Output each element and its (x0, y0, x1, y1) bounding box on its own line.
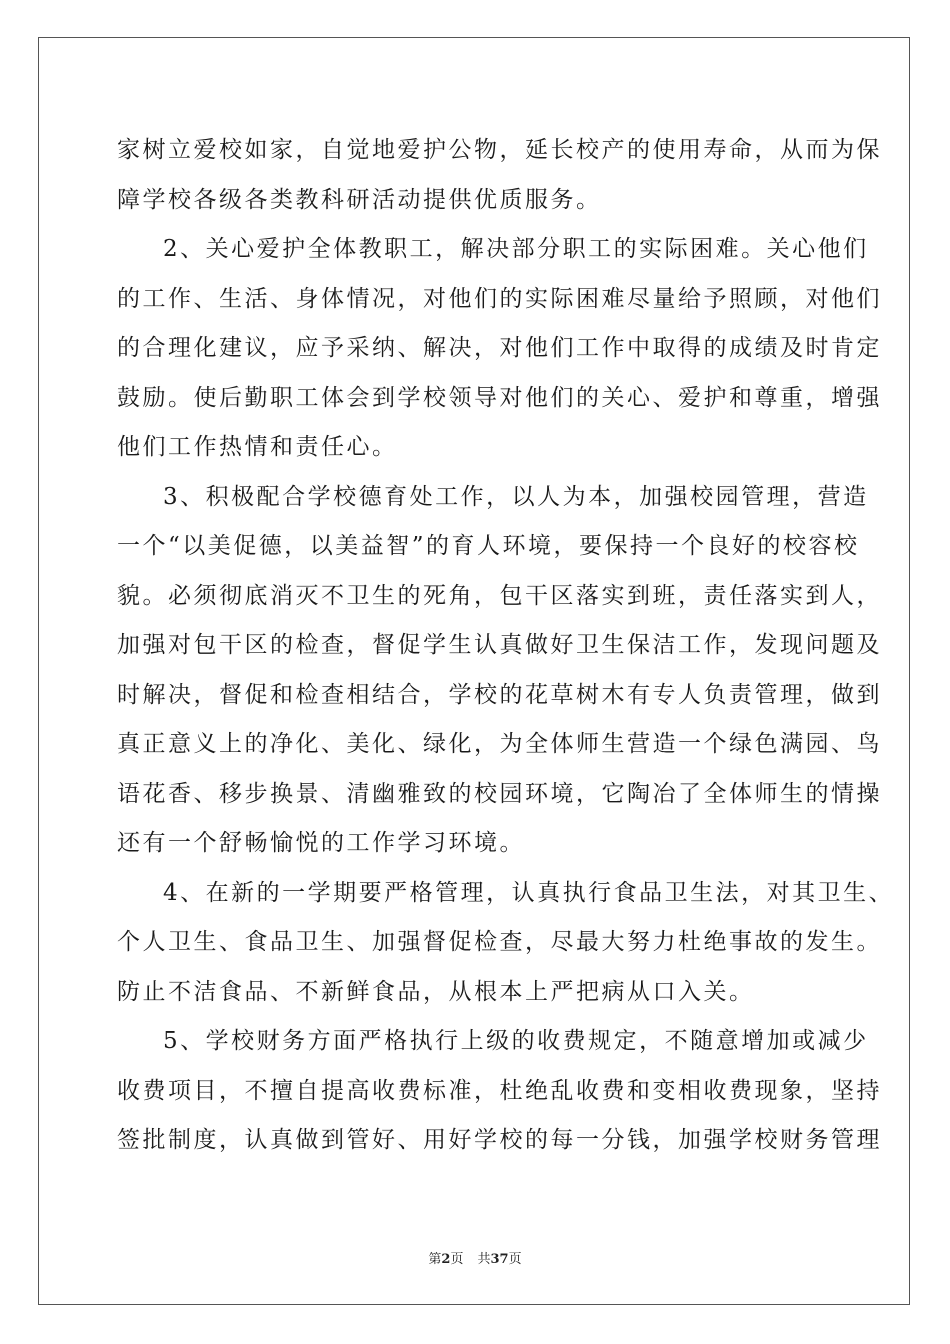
total-prefix: 共 (477, 1252, 491, 1267)
total-pages-number: 37 (490, 1252, 509, 1267)
text-line: 时解决，督促和检查相结合，学校的花草树木有专人负责管理，做到 (117, 681, 882, 708)
paragraph-start: 3、积极配合学校德育处工作，以人为本，加强校园管理，营造 (163, 483, 869, 510)
text-line: 的合理化建议，应予采纳、解决，对他们工作中取得的成绩及时肯定 (117, 335, 882, 361)
paragraph-start: 5、学校财务方面严格执行上级的收费规定，不随意增加或减少 (163, 1028, 869, 1054)
text-line: 个人卫生、食品卫生、加强督促检查，尽最大努力杜绝事故的发生。 (117, 929, 882, 955)
total-pages-indicator (477, 1248, 521, 1267)
paragraph-start: 4、在新的一学期要严格管理，认真执行食品卫生法，对其卫生、 (163, 879, 895, 906)
text-line: 的工作、生活、身体情况，对他们的实际困难尽量给予照顾，对他们 (117, 285, 882, 312)
text-line: 一个“以美促德，以美益智”的育人环境，要保持一个良好的校容校 (117, 533, 860, 559)
page-indicator (428, 1248, 463, 1267)
text-line: 防止不洁食品、不新鲜食品，从根本上严把病从口入关。 (117, 978, 755, 1005)
text-line: 语花香、移步换景、清幽雅致的校园环境，它陶冶了全体师生的情操 (117, 780, 882, 807)
text-line: 还有一个舒畅愉悦的工作学习环境。 (117, 830, 525, 856)
text-line: 家树立爱校如家，自觉地爱护公物，延长校产的使用寿命，从而为保 (117, 137, 882, 163)
text-line: 真正意义上的净化、美化、绿化，为全体师生营造一个绿色满园、鸟 (117, 731, 882, 757)
total-suffix: 页 (508, 1252, 522, 1267)
text-line: 貌。必须彻底消灭不卫生的死角，包干区落实到班，责任落实到人， (117, 582, 882, 609)
page-footer (0, 1248, 950, 1267)
text-line: 鼓励。使后勤职工体会到学校领导对他们的关心、爱护和尊重，增强 (117, 384, 882, 411)
current-page-number: 2 (441, 1252, 451, 1267)
paragraph-start: 2、关心爱护全体教职工，解决部分职工的实际困难。关心他们 (163, 236, 869, 262)
text-line: 他们工作热情和责任心。 (117, 434, 398, 460)
page-prefix: 第 (428, 1252, 442, 1267)
text-line: 收费项目，不擅自提高收费标准，杜绝乱收费和变相收费现象，坚持 (117, 1077, 882, 1104)
text-line: 加强对包干区的检查，督促学生认真做好卫生保洁工作，发现问题及 (117, 632, 882, 658)
text-line: 障学校各级各类教科研活动提供优质服务。 (117, 186, 602, 213)
text-line: 签批制度，认真做到管好、用好学校的每一分钱，加强学校财务管理 (117, 1127, 882, 1153)
page-suffix: 页 (450, 1252, 464, 1267)
document-body (117, 126, 895, 1166)
